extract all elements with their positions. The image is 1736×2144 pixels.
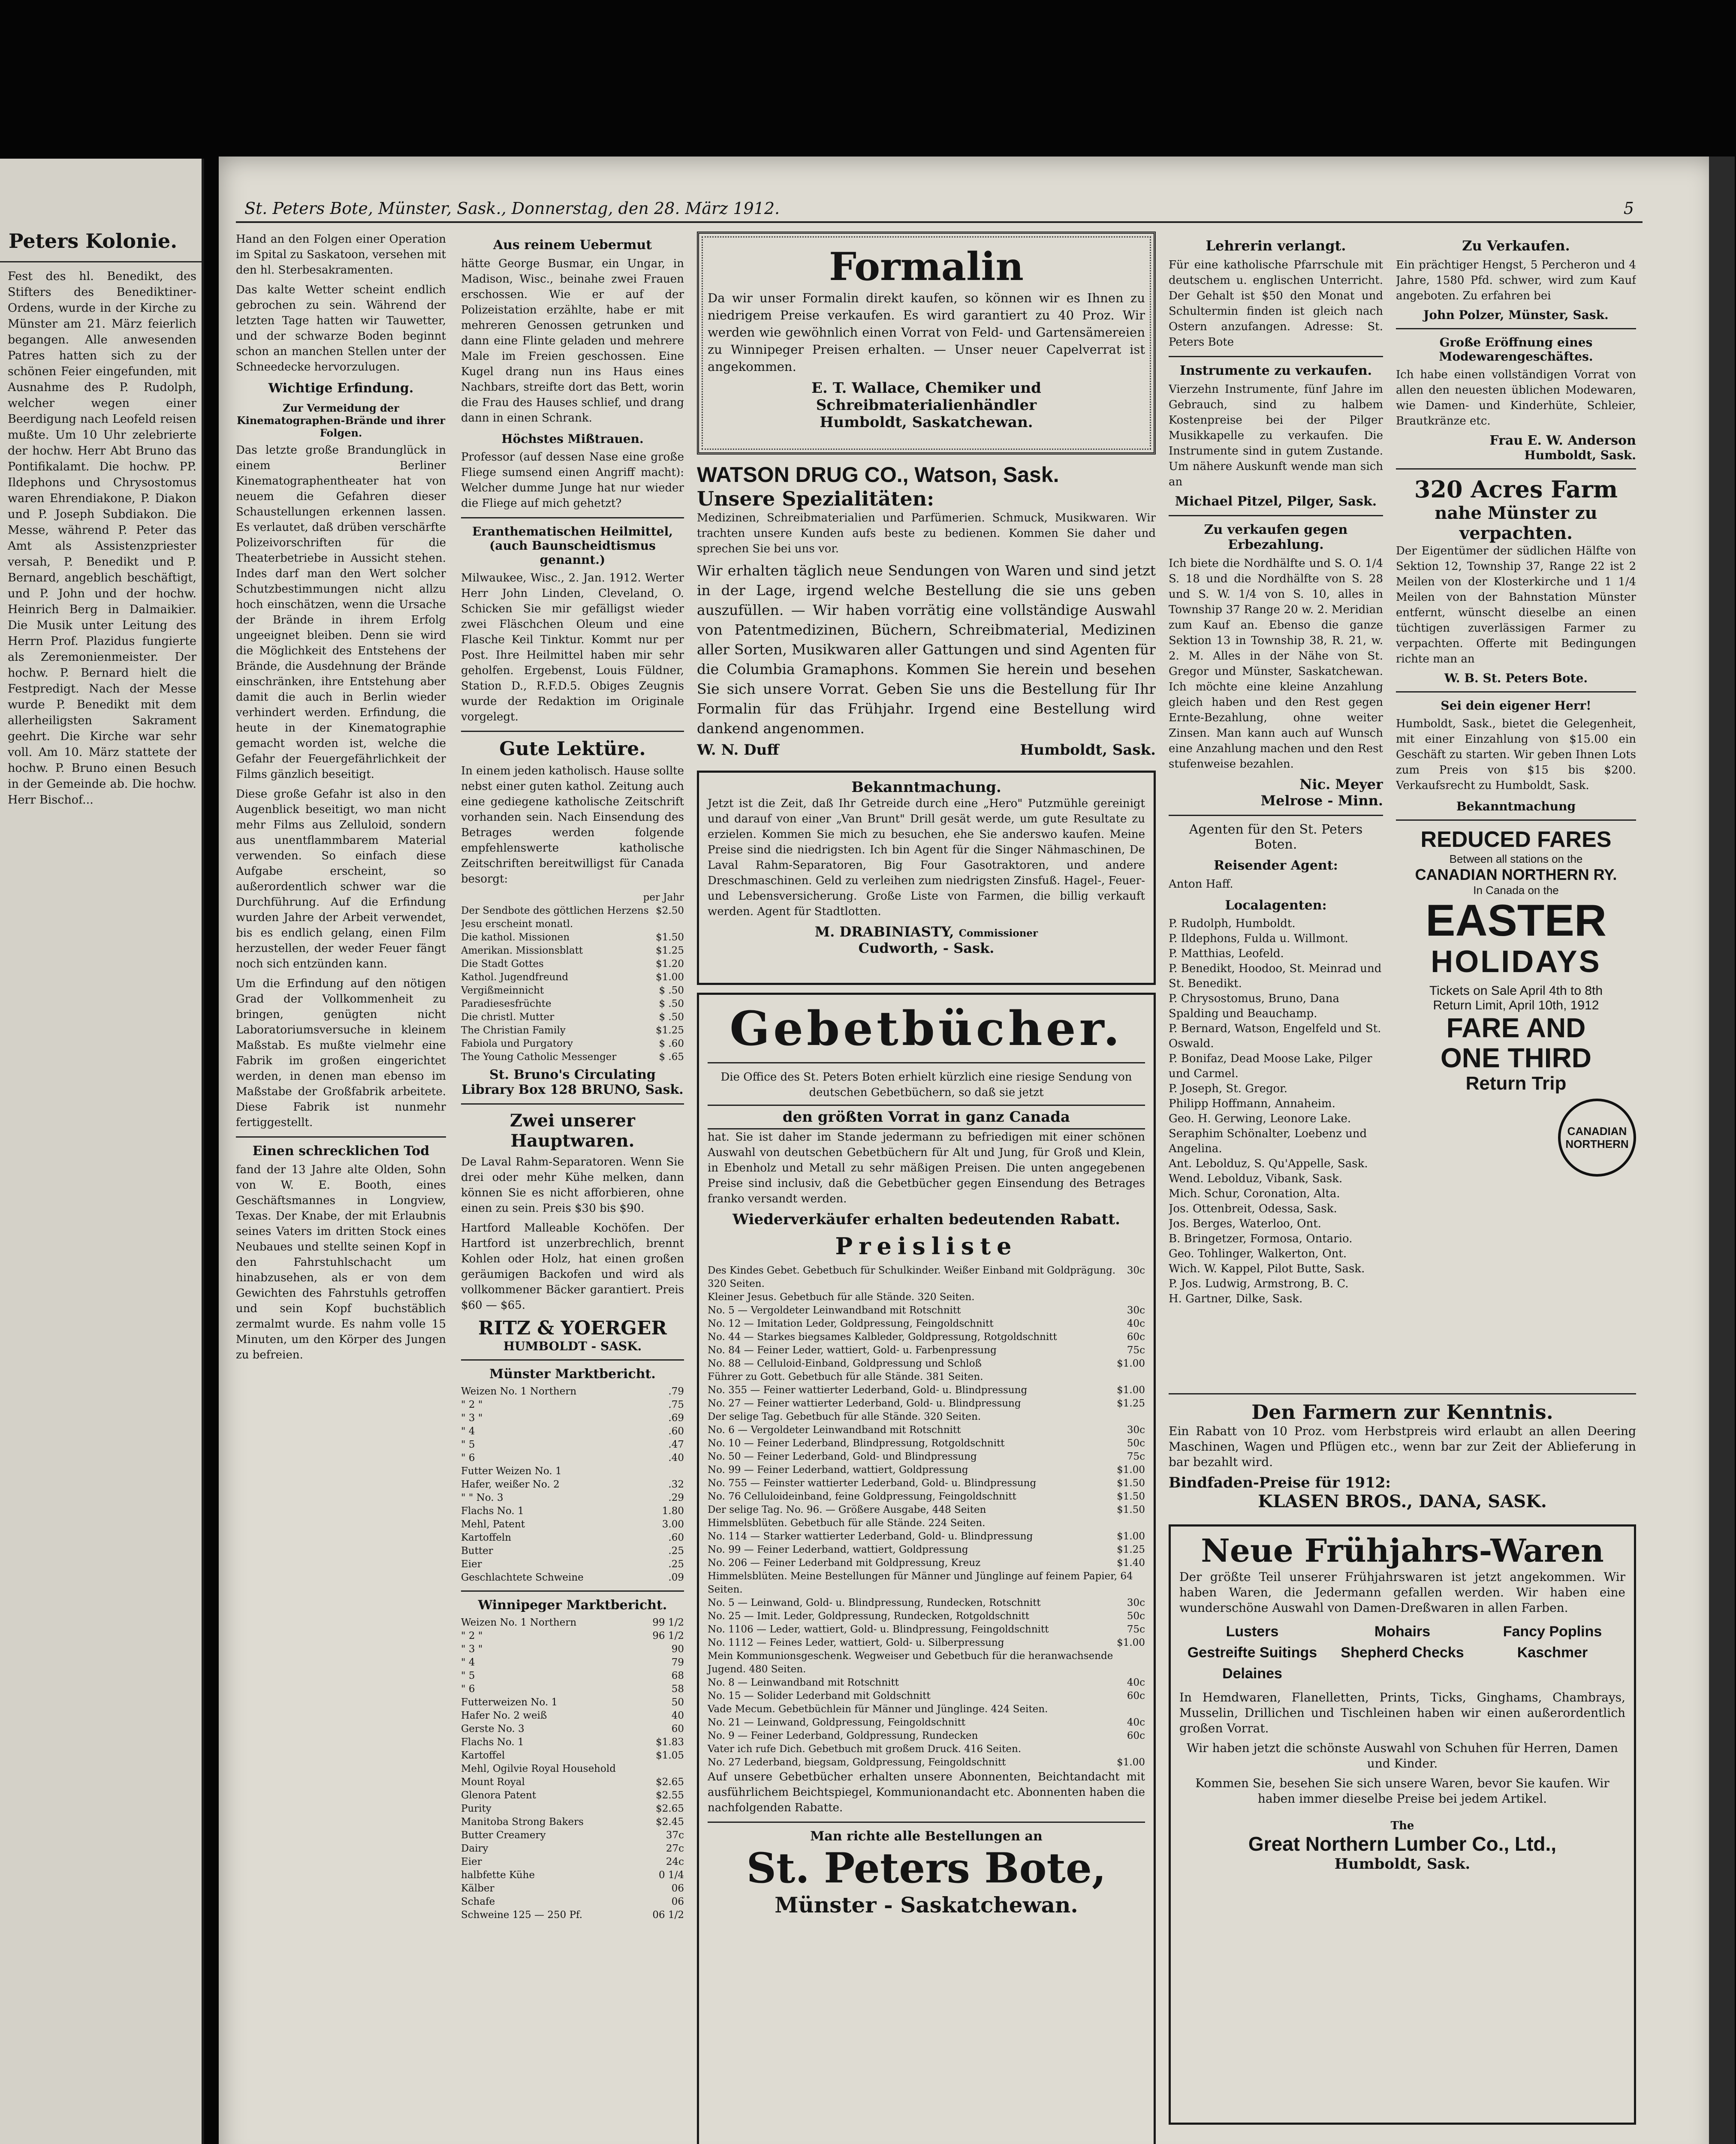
prayerbook-row: No. 1112 — Feines Leder, wattiert, Gold- u. Silberpressung $1.00 [708,1637,1145,1648]
article-text: In einem jeden katholisch. Hause sollte nebst einer guten kathol. Zeitung auch eine gediegene katholische Zeitschrift vorhanden sein. Nach Einsendung des Betrages werden folgende empfehlenswerte katholische Zeitschriften bereitwilligst für Canada besorgt: [461,765,684,885]
market-row: Manitoba Strong Bakers $2.45 [461,1816,684,1828]
market-row: " 2 " .75 [461,1399,684,1410]
ritz-yoerger-place: HUMBOLDT - SASK. [503,1339,642,1353]
klasen-name: KLASEN BROS., DANA, SASK. [1258,1491,1547,1512]
ad-text: De Laval Rahm-Separatoren. Wenn Sie drei oder mehr Kühe melken, dann können Sie es nicht afforbieren, ohne einen zu sein. Preis $30 bis $90. [461,1156,684,1215]
fabric-list [1179,1623,1625,1682]
ad-contact: Michael Pitzel, Pilger, Sask. [1175,494,1377,509]
prayerbook-row: No. 99 — Feiner Lederband, wattiert, Goldpressung $1.00 [708,1464,1145,1476]
market-row: " 5 .47 [461,1439,684,1450]
divider [1396,468,1636,470]
prayerbook-row: Vade Mecum. Gebetbüchlein für Männer und Jünglinge. 424 Seiten. [708,1704,1048,1715]
divider [461,1103,684,1105]
gnl-place: Humboldt, Sask. [1334,1855,1471,1873]
lower-right-block [1169,1387,1636,2144]
prayerbook-row: No. 21 — Leinwand, Goldpressung, Feingoldschnitt 40c [708,1717,1145,1728]
prayerbook-row: No. 1106 — Leder, wattiert, Gold- u. Blindpressung, Feingoldschnitt 75c [708,1624,1145,1635]
agent-entry: Geo. H. Gerwing, Leonore Lake. [1169,1112,1351,1125]
acres-text: Der Eigentümer der südlichen Hälfte von Sektion 12, Township 37, Range 22 ist 2 Meilen von der Klosterkirche und 1 1/4 Meilen von der Bahnstation Münster entfernt, wünscht dieselbe an einen tüchtigen zuverlässigen Farmer zu verpachten. Offerte mit Bedingungen richte man an [1396,545,1636,665]
cnr-reduced: REDUCED FARES [1420,827,1612,852]
magazine-row: Der Sendbote des göttlichen Herzens Jesu erscheint monatl. $2.50 [461,905,684,930]
gebet-text: hat. Sie ist daher im Stande jedermann zu befriedigen mit einer schönen Auswahl von deutschen Gebetbüchern für Alt und Jung, für Groß und Klein, in Ebenholz und Metall zu sehr mäßigen Preisen. Die unten angegebenen Preise sind inclusiv, daß die Gebetbücher gegen Einsendung des Betrages franko versandt werden. [708,1131,1145,1205]
neue-text: Der größte Teil unserer Frühjahrswaren ist jetzt angekommen. Wir haben Waren, die Jedermann gefallen werden. Wir haben eine wunderschöne Auswahl von Damen-Dreßwaren in allen Farben. [1179,1570,1625,1615]
prayerbook-row: No. 6 — Vergoldeter Leinwandband mit Rotschnitt 30c [708,1424,1145,1436]
page-edge-shadow [1709,157,1735,2144]
ad-signature: Nic. Meyer [1299,776,1383,792]
gebet-resale: Wiederverkäufer erhalten bedeutenden Rabatt. [732,1211,1120,1228]
article-text: Das letzte große Brandunglück in einem Berliner Kinematographentheater hat von neuem die Gefahren dieser Schaustellungen erkennen lassen. Es verlautet, daß drüben verschärfte Polizeivorschriften für die Theaterbetriebe in Aussicht stehen. Indes darf man den Wert solcher Schutzbestimmungen nicht allzu hoch einschätzen, wenn die Ursache der Brände in ihrem Erfolg ungeeignet bleiben. Denn sie wird die Möglichkeit des Entstehens der Brände, die Ausdehnung der Brände einschränken, ihre Entstehung aber damit die auch in Berlin wieder verhindert werden. Erfindung, die heute in der Kinematographie gemacht worden ist, welche die Gefahr der Feuergefährlichkeit der Films gänzlich beseitigt. [236,444,446,781]
prayerbook-row: Des Kindes Gebet. Gebetbuch für Schulkinder. Weißer Einband mit Goldprägung. 320 Seiten. 30c [708,1265,1145,1289]
divider [236,1136,446,1138]
drabiniasty-name: M. DRABINIASTY, Commissioner [814,924,1038,940]
agent-entry: P. Benedikt, Hoodoo, St. Meinrad und St. Benedikt. [1169,962,1382,990]
fabric-item: Mohairs [1374,1623,1431,1640]
ad-text: Ein prächtiger Hengst, 5 Percheron und 4 Jahre, 1580 Pfd. schwer, wird zum Kauf angeboten. Zu erfahren bei [1396,259,1636,302]
market-row: " 3 " 90 [461,1644,684,1655]
bekannt-title: Bekanntmachung. [851,779,1001,796]
prayerbook-row: No. 25 — Imit. Leder, Goldpressung, Rundecken, Rotgoldschnitt 50c [708,1611,1145,1622]
article-title: Höchstes Mißtrauen. [501,432,644,446]
ritz-yoerger-name: RITZ & YOERGER [478,1317,667,1339]
market-row: Futter Weizen No. 1 [461,1466,562,1477]
ad-contact: John Polzer, Münster, Sask. [1423,308,1609,322]
divider [708,1822,1145,1823]
cnr-in: In Canada on the [1473,884,1559,897]
prayerbook-row: No. 27 — Feiner wattierter Lederband, Gold- u. Blindpressung $1.25 [708,1398,1145,1409]
magazine-row: The Young Catholic Messenger $ .65 [461,1051,684,1063]
prayerbook-row: No. 15 — Solider Lederband mit Goldschnitt 60c [708,1690,1145,1701]
obit-text: Hand an den Folgen einer Operation im Spital zu Saskatoon, versehen mit den hl. Sterbesakramenten. [236,233,446,277]
traveling-agent-label: Reisender Agent: [1214,858,1338,873]
cnr-third: ONE THIRD [1441,1042,1591,1073]
section-title: Zwei unserer Hauptwaren. [510,1111,635,1151]
gebet-intro: Die Office des St. Peters Boten erhielt kürzlich eine riesige Sendung von deutschen Gebetbüchern, so daß sie jetzt [720,1071,1132,1099]
magazine-row: Die Stadt Gottes $1.20 [461,958,684,970]
prayerbook-row: Der selige Tag. Gebetbuch für alle Stände. 320 Seiten. [708,1411,981,1422]
prayerbook-row: No. 5 — Leinwand, Gold- u. Blindpressung, Rundecken, Rotschnitt 30c [708,1597,1145,1608]
market-row: " 4 79 [461,1657,684,1668]
article-text: hätte George Busmar, ein Ungar, in Madison, Wisc., beinahe zwei Frauen erschossen. Wie er auf der Polizeistation erzählte, habe er mit mehreren Genossen getrunken und dann eine Flinte geladen und mehrere Male im Freien geschossen. Eine Kugel drang nun ins Haus eines Nachbars, streifte dort das Bett, worin die Frau des Hauses schlief, und drang dann in einen Schrank. [461,257,684,425]
agent-list [1169,916,1383,1307]
prayerbook-row: No. 44 — Starkes biegsames Kalbleder, Goldpressung, Rotgoldschnitt 60c [708,1331,1145,1343]
publisher-place: Münster - Saskatchewan. [775,1892,1078,1918]
market-row: Purity $2.65 [461,1803,684,1814]
cnr-ad [1396,827,1636,1177]
magazine-row: Die kathol. Missionen $1.50 [461,932,684,943]
gebet-banner: den größten Vorrat in ganz Canada [708,1105,1145,1129]
library-ad: St. Bruno's Circulating Library Box 128 BRUNO, Sask. [461,1067,684,1097]
divider [1396,328,1636,329]
formalin-text: Da wir unser Formalin direkt kaufen, so können wir es Ihnen zu niedrigem Preise verkaufen. Es wird garantiert zu 40 Proz. Wir werden wie gewöhnlich einen Vorrat von Feld- und Gartensämereien zu Winnipeger Preisen erhalten. — Unser neuer Capelverrat ist angekommen. [708,291,1145,374]
neue-waren-ad [1169,1524,1636,2125]
agent-entry: P. Jos. Ludwig, Armstrong, B. C. [1169,1277,1349,1290]
watson-specialties: Unsere Spezialitäten: [697,487,934,510]
divider [1169,356,1383,357]
cnr-fare: FARE AND [1446,1012,1586,1043]
market-row: Dairy 27c [461,1843,684,1854]
column-1 [236,232,446,2144]
market-row: Kälber 06 [461,1883,684,1894]
ad-title: Große Eröffnung eines Modewarengeschäftes. [1439,335,1593,364]
market-row: " 6 58 [461,1683,684,1695]
ad-title: Instrumente zu verkaufen. [1179,363,1372,378]
prayerbook-row: No. 355 — Feiner wattierter Lederband, Gold- u. Blindpressung $1.00 [708,1385,1145,1396]
market-table [461,1616,684,1922]
prayerbook-row: Kleiner Jesus. Gebetbuch für alle Stände. 320 Seiten. [708,1292,975,1303]
agent-entry: P. Rudolph, Humboldt. [1169,917,1296,930]
agent-entry: Wend. Lebolduz, Vibank, Sask. [1169,1172,1343,1185]
market-row: Kartoffel $1.05 [461,1750,684,1761]
market-row: Eier .25 [461,1559,684,1570]
market-row: Hafer No. 2 weiß 40 [461,1710,684,1721]
agent-entry: Geo. Tohlinger, Walkerton, Ont. [1169,1247,1347,1260]
watson-text: Medizinen, Schreibmaterialien und Parfümerien. Schmuck, Musikwaren. Wir trachten unsere Kunden aufs beste zu bedienen. Kommen Sie daher und sprechen Sie bei uns vor. [697,512,1156,555]
acres-title: 320 Acres Farm [1414,476,1618,503]
formalin-place: Humboldt, Saskatchewan. [820,414,1033,431]
agent-entry: Wich. W. Kappel, Pilot Butte, Sask. [1169,1262,1365,1275]
divider [1169,1393,1636,1394]
magazine-row: Die christl. Mutter $ .50 [461,1012,684,1023]
market-row: Butter Creamery 37c [461,1830,684,1841]
ad-place: Humboldt, Sask. [1524,448,1636,462]
agent-entry: Jos. Berges, Waterloo, Ont. [1169,1217,1321,1230]
gnl-name: Great Northern Lumber Co., Ltd., [1248,1833,1557,1855]
neue-title: Neue Frühjahrs-Waren [1201,1533,1604,1569]
market-row: halbfette Kühe 0 1/4 [461,1870,684,1881]
market-row: " " No. 3 .29 [461,1492,684,1503]
ad-place: Melrose - Minn. [1260,792,1383,809]
gebet-footer: Auf unsere Gebetbücher erhalten unsere Abonnenten, Beichtandacht mit ausführlichem Beichtspiegel, Kommunionandacht etc. Abonnenten haben die nachfolgenden Rabatte. [708,1771,1145,1814]
agent-entry: P. Bernard, Watson, Engelfeld und St. Oswald. [1169,1022,1381,1050]
agents-title: Agenten für den St. Peters Boten. [1189,822,1363,852]
market-row: Futterweizen No. 1 50 [461,1697,684,1708]
prayerbook-row: Vater ich rufe Dich. Gebetbuch mit großem Druck. 416 Seiten. [708,1744,1022,1755]
local-agents-label: Localagenten: [1225,898,1327,913]
agent-entry: Mich. Schur, Coronation, Alta. [1169,1187,1340,1200]
market-row: Geschlachtete Schweine .09 [461,1572,684,1583]
prayerbook-row: Der selige Tag. No. 96. — Größere Ausgabe, 448 Seiten $1.50 [708,1504,1145,1515]
section-title: Gute Lektüre. [499,738,646,760]
magazine-row: Kathol. Jugendfreund $1.00 [461,972,684,983]
neue-come: Kommen Sie, besehen Sie sich unsere Waren, bevor Sie kaufen. Wir haben immer dieselbe Preise bei jedem Artikel. [1195,1776,1609,1806]
market-row: " 3 " .69 [461,1412,684,1424]
fabric-item: Gestreifte Suitings [1187,1644,1317,1661]
cnr-holidays: HOLIDAYS [1431,945,1601,979]
column-2 [461,232,684,2144]
agent-entry: Jos. Ottenbreit, Odessa, Sask. [1169,1202,1337,1215]
gebet-title: Gebetbücher. [729,1001,1123,1056]
market-row: Eier 24c [461,1856,684,1867]
divider [1396,819,1636,821]
market-row: Flachs No. 1 $1.83 [461,1737,684,1748]
market-row: Gerste No. 3 60 [461,1723,684,1734]
article-text: Professor (auf dessen Nase eine große Fliege sumsend einen Angriff macht): Welcher dumme Junge hat nur wieder die Fliege auf mich gehetzt? [461,451,684,510]
magazine-row: The Christian Family $1.25 [461,1025,684,1036]
divider [708,1062,1145,1063]
ad-title: Zu Verkaufen. [1462,238,1570,254]
prayerbook-row: Himmelsblüten. Meine Bestellungen für Männer und Jünglinge auf feinem Papier, 64 Seiten. [708,1571,1133,1595]
market-row: Weizen No. 1 Northern 99 1/2 [461,1617,684,1628]
divider [1169,815,1383,816]
watson-signature: W. N. Duff Humboldt, Sask. [697,741,1156,759]
fabric-item: Delaines [1222,1665,1282,1682]
ad-title: Sei dein eigener Herr! [1441,699,1591,713]
formalin-title: Formalin [829,244,1024,289]
gebet-price-list [708,1264,1145,1769]
ad-text: Ich biete die Nordhälfte und S. O. 1/4 S. 18 und die Nordhälfte von S. 28 und S. W. 1/4 von S. 10, alles in Township 37 Range 20 w. 2. Meridian zum Kauf an. Ebenso die ganze Sektion 13 in Township 38, R. 21, w. 2. M. Alles in der Nähe von St. Gregor und Münster, Saskatchewan. Ich möchte eine kleine Anzahlung gleich haben und den Rest gegen Ernte-Bezahlung, ohne weiter Zinsen. Man kann auch auf Wunsch eine Anzahlung machen und den Rest stufenweise bezahlen. [1169,557,1383,771]
market-row: Glenora Patent $2.55 [461,1790,684,1801]
ad-title: Eranthematischen Heilmittel, (auch Baunscheidtismus genannt.) [472,524,673,567]
cnr-return-limit: Return Limit, April 10th, 1912 [1433,998,1599,1012]
farmer-text: Ein Rabatt von 10 Proz. vom Herbstpreis wird erlaubt an allen Deering Maschinen, Wagen und Pflügen etc., wenn bar zur Zeit der Ablieferung in bar bezahlt wird. [1169,1424,1636,1469]
gnl-the: The [1390,1819,1414,1832]
prayerbook-row: No. 8 — Leinwandband mit Rotschnitt 40c [708,1677,1145,1688]
article-subtitle: Zur Vermeidung der Kinematographen-Brände und ihrer Folgen. [236,402,446,439]
ad-text: Vierzehn Instrumente, fünf Jahre im Gebrauch, sind zu halbem Kostenpreise bei der Pilger Musikkapelle zu verkaufen. Die Instrumente sind in gutem Zustande. Um nähere Auskunft wende man sich an [1169,383,1383,488]
fabric-item: Shepherd Checks [1341,1644,1464,1661]
traveling-agent-name: Anton Haff. [1169,878,1233,891]
agent-entry: Philipp Hoffmann, Annaheim. [1169,1097,1335,1110]
prayerbook-row: No. 76 Celluloideinband, feine Goldpressung, Feingoldschnitt $1.50 [708,1491,1145,1502]
ad-title: Zu verkaufen gegen Erbezahlung. [1204,522,1348,552]
ad-title: Bekanntmachung [1456,799,1576,813]
market-title: Winnipeger Marktbericht. [478,1598,667,1613]
prayerbook-row: No. 12 — Imitation Leder, Goldpressung, Feingoldschnitt 40c [708,1318,1145,1329]
prayerbook-row: No. 88 — Celluloid-Einband, Goldpressung und Schloß $1.00 [708,1358,1145,1369]
article-title: Wichtige Erfindung. [268,381,414,396]
divider [1396,691,1636,693]
prayerbook-row: No. 5 — Vergoldeter Leinwandband mit Rotschnitt 30c [708,1305,1145,1316]
magazine-row: Paradiesesfrüchte $ .50 [461,998,684,1009]
cnr-easter: EASTER [1426,896,1606,946]
cnr-sale: Tickets on Sale April 4th to 8th [1429,984,1603,998]
neue-more: In Hemdwaren, Flanelletten, Prints, Ticks, Ginghams, Chambrays, Musselin, Drillichen und Tischleinen haben wir einen außerordentlich großen Vorrat. [1179,1690,1625,1735]
magazine-row: Amerikan. Missionsblatt $1.25 [461,945,684,956]
article-text: fand der 13 Jahre alte Olden, Sohn von W. E. Booth, eines Geschäftsmannes in Longview, Texas. Der Knabe, der mit Erlaubnis seines Vaters im dritten Stock eines Neubaues und stellte seinen Kopf in den Fahrstuhlschacht um hinabzusehen, als er von dem Gewichten des Fahrstuhls getroffen und sein Kopf buchstäblich zermalmt wurde. Es nahm volle 15 Minuten, um den Körper des Jungen zu befreien. [236,1163,446,1361]
formalin-ad [697,232,1156,455]
agent-entry: Ant. Lebolduz, S. Qu'Appelle, Sask. [1169,1157,1368,1170]
prayerbook-row: Himmelsblüten. Gebetbuch für alle Stände. 224 Seiten. [708,1518,986,1529]
magazine-row: Fabiola und Purgatory $ .60 [461,1038,684,1049]
agent-entry: P. Matthias, Leofeld. [1169,947,1284,960]
per-year-label: per Jahr [643,892,684,903]
left-page-heading: Peters Kolonie. [0,159,202,262]
ad-title: Lehrerin verlangt. [1206,238,1346,254]
watson-title: WATSON DRUG CO., Watson, Sask. [697,463,1059,487]
agent-entry: B. Bringetzer, Formosa, Ontario. [1169,1232,1353,1245]
fabric-item: Fancy Poplins [1503,1623,1602,1640]
article-title: Einen schrecklichen Tod [252,1144,430,1159]
drabiniasty-ad [697,771,1156,985]
prayerbook-row: No. 206 — Feiner Lederband mit Goldpressung, Kreuz $1.40 [708,1557,1145,1569]
ad-signature: Frau E. W. Anderson [1489,433,1636,448]
agent-entry: P. Joseph, St. Gregor. [1169,1082,1287,1095]
prayerbook-row: No. 84 — Feiner Leder, wattiert, Gold- u. Farbenpressung 75c [708,1345,1145,1356]
ad-text: Humboldt, Sask., bietet die Gelegenheit, mit einer Einzahlung von $15.00 ein Geschäft zu starten. Wir geben Ihnen Lots zum Preis von $15 bis $200. Verkaufsrecht zu Humboldt, Sask. [1396,717,1636,792]
prayerbook-row: No. 10 — Feiner Lederband, Blindpressung, Rotgoldschnitt 50c [708,1438,1145,1449]
fabric-item: Kaschmer [1517,1644,1588,1661]
acres-subtitle: nahe Münster zu verpachten. [1435,503,1597,543]
weather-text: Das kalte Wetter scheint endlich gebrochen zu sein. Während der letzten Tage hatten wir Tauwetter, und der schwarze Boden beginnt schon an manchen Stellen unter der Schneedecke hervorzulugen. [236,283,446,373]
left-page-text: Fest des hl. Benedikt, des Stifters des Benediktiner-Ordens, wurde in der Kirche zu Münster am 21. März feierlich begangen. Alle anwesenden Patres hatten sich zu der schönen Feier eingefunden, mit Ausnahme des P. Rudolph, welcher wegen einer Beerdigung nach Leofeld reisen mußte. Um 10 Uhr zelebrierte der hochw. Herr Abt Bruno das Pontifikalamt. Die hochw. PP. Ildephons und Chrysostomus waren Ehrendiakone, P. Diakon und P. Joseph Subdiakon. Die Messe, während P. Peter das Amt als Assistenzpriester versah, P. Benedikt und P. Bernard, angeblich beschäftigt, und P. John und der hochw. Heinrich Berg in Dalmaikier. Die Musik unter Leitung des Herrn Prof. Plazidus fungierte als Zeremonienmeister. Der hochw. P. Bernard hielt die Festpredigt. Nach der Messe wurde P. Benedikt mit dem allerheiligsten Sakrament geehrt. Die Kirche war sehr voll. Am 10. März stattete der hochw. P. Bruno einen Besuch in der Gemeinde ab. Die hochw. Herr Bischof... [8,270,196,807]
market-row: Schafe 06 [461,1896,684,1907]
market-row: Kartoffeln .60 [461,1532,684,1543]
ad-text: Für eine katholische Pfarrschule mit deutschem u. englischen Unterricht. Der Gehalt ist $50 den Monat und Schultermin finden ist gleich nach Ostern anzufangen. Adresse: St. Peters Bote [1169,259,1383,349]
agent-entry: Seraphim Schönalter, Loebenz und Angelina. [1169,1127,1367,1155]
page-header [236,197,1643,223]
prayerbook-row: No. 99 — Feiner Lederband, wattiert, Goldpressung $1.25 [708,1544,1145,1555]
market-table [461,1385,684,1584]
ad-text: Milwaukee, Wisc., 2. Jan. 1912. Werter Herr John Linden, Cleveland, O. Schicken Sie mir gefälligst wieder zwei Fläschchen Oleum und eine Flasche Keil Tinktur. Kommt nur per Post. Ihre Heilmittel haben mir sehr geholfen. Ergebenst, Louis Füldner, Station D., R.F.D.5. Obiges Zeugnis wurde der Redaktion im Originale vorgelegt. [461,572,684,723]
divider [1169,515,1383,516]
market-row: Flachs No. 1 1.80 [461,1506,684,1517]
market-row: Weizen No. 1 Northern .79 [461,1386,684,1397]
ad-contact: W. B. St. Peters Bote. [1444,671,1588,685]
agent-entry: H. Gartner, Dilke, Sask. [1169,1292,1303,1305]
article-text: Um die Erfindung auf den nötigen Grad der Vollkommenheit zu bringen, genügten nicht Laboratoriumsversuche in kleinem Maßstab. Es mußte vielmehr eine Fabrik im großen eingerichtet werden, in denen man ebenso im Maßstabe der Großfabrik arbeitete. Diese Fabrik ist nunmehr fertiggestellt. [236,977,446,1129]
watson-body: Wir erhalten täglich neue Sendungen von Waren und sind jetzt in der Lage, irgend welche Bestellung die sie uns geben auszufüllen. — Wir haben vorrätig eine vollständige Auswahl von Patentmedizinen, Büchern, Schreibmaterial, Medizinen aller Sorten, Musikwaren aller Gattungen und sind Agenten für die Columbia Gramaphons. Kommen Sie herein und besehen Sie sich unsere Vorrat. Geben Sie uns die Bestellung für Ihr Formalin für das Frühjahr. Irgend eine Bestellung wird dankend angenommen. [697,562,1156,737]
agent-entry: P. Bonifaz, Dead Moose Lake, Pilger und Carmel. [1169,1052,1372,1080]
page-header-title: St. Peters Bote, Münster, Sask., Donnerstag, den 28. März 1912. [244,199,780,218]
gebet-order: Man richte alle Bestellungen an [810,1829,1043,1844]
article-title: Aus reinem Uebermut [493,238,652,253]
prayerbook-row: No. 27 Lederband, biegsam, Goldpressung, Feingoldschnitt $1.00 [708,1757,1145,1768]
prayerbook-row: Führer zu Gott. Gebetbuch für alle Stände. 381 Seiten. [708,1371,983,1382]
page-number: 5 [1623,199,1634,218]
twine-prices: Bindfaden-Preise für 1912: [1169,1474,1391,1491]
gebet-pricelist: Preisliste [835,1232,1018,1260]
left-page [0,159,204,2144]
market-row: " 6 .40 [461,1452,684,1463]
market-row: Hafer, weißer No. 2 .32 [461,1479,684,1490]
cnr-name: CANADIAN NORTHERN RY. [1415,866,1617,883]
farmer-title: Den Farmern zur Kenntnis. [1251,1400,1553,1424]
prayerbook-row: No. 9 — Feiner Lederband, Goldpressung, Rundecken 60c [708,1730,1145,1741]
publisher-name: St. Peters Bote, [746,1844,1106,1892]
cnr-between: Between all stations on the [1449,852,1583,865]
market-row: Mount Royal $2.65 [461,1777,684,1788]
market-row: Mehl, Patent 3.00 [461,1519,684,1530]
neue-shoes: Wir haben jetzt die schönste Auswahl von Schuhen für Herren, Damen und Kinder. [1187,1741,1618,1771]
market-row: Schweine 125 — 250 Pf. 06 1/2 [461,1909,684,1921]
prayerbook-row: No. 50 — Feiner Lederband, Gold- und Blindpressung 75c [708,1451,1145,1462]
agent-entry: P. Chrysostomus, Bruno, Dana Spalding und Beauchamp. [1169,992,1340,1020]
cnr-logo: CANADIAN NORTHERN [1558,1099,1636,1177]
column-5 [1396,232,1636,1346]
market-title: Münster Marktbericht. [489,1367,656,1382]
magazine-row: Vergißmeinnicht $ .50 [461,985,684,996]
newspaper-page [219,157,1718,2144]
market-row: " 4 .60 [461,1426,684,1437]
article-text: Diese große Gefahr ist also in den Augenblick beseitigt, wo man nicht mehr Films aus Zelluloid, sondern aus unentflammbarem Material verwenden. So einfach diese Aufgabe erscheint, so außerordentlich schwer war die Durchführung. Auf die Erfindung wurden Jahre der Arbeit verwendet, bis es endlich gelang, einen Film herzustellen, der weder Feuer fängt noch sich entzünden kann. [236,788,446,970]
divider [461,1590,684,1592]
prayerbook-row: No. 755 — Feinster wattierter Lederband, Gold- u. Blindpressung $1.50 [708,1478,1145,1489]
drabiniasty-place: Cudworth, - Sask. [858,940,995,956]
bekannt-text: Jetzt ist die Zeit, daß Ihr Getreide durch eine „Hero" Putzmühle gereinigt und darauf von einer „Van Brunt" Drill gesät werde, um gute Resultate zu erzielen. Kommen Sie mich zu besuchen, ehe Sie anderswo kaufen. Meine Preise sind die niedrigsten. Ich bin Agent für die Singer Nähmaschinen, De Laval Rahm-Separatoren, Big Four Gasotraktoren, und andere Dreschmaschinen. Geld zu verleihen zum niedrigsten Zinsfuß. Hagel-, Feuer- und Lebensversicherung. Große Liste von Farmen, die billig verkauft werden. Agent für Stadtlotten. [708,797,1145,918]
cnr-trip: Return Trip [1465,1073,1567,1094]
column-3 [697,232,1156,2144]
market-row: Butter .25 [461,1545,684,1557]
market-row: " 5 68 [461,1670,684,1681]
gebetbuecher-ad [697,993,1156,2144]
fabric-item: Lusters [1226,1623,1279,1640]
divider [461,1359,684,1361]
ad-text: Hartford Malleable Kochöfen. Der Hartford ist unzerbrechlich, brennt Kohlen oder Holz, hat einen großen geräumigen Backofen und wird als vollkommener Bäcker garantiert. Preis $60 — $65. [461,1222,684,1312]
ad-text: Ich habe einen vollständigen Vorrat von allen den neuesten üblichen Modewaren, wie Damen- und Kinderhüte, Schleier, Brautkränze etc. [1396,368,1636,428]
magazine-list [461,904,684,1064]
agent-entry: P. Ildephons, Fulda u. Willmont. [1169,932,1348,945]
divider [461,517,684,518]
prayerbook-row: Mein Kommunionsgeschenk. Wegweiser und Gebetbuch für die heranwachsende Jugend. 480 Seiten. [708,1650,1113,1675]
formalin-firm: E. T. Wallace, Chemiker und Schreibmaterialienhändler [811,379,1041,414]
prayerbook-row: No. 114 — Starker wattierter Lederband, Gold- u. Blindpressung $1.00 [708,1531,1145,1542]
market-row: Mehl, Ogilvie Royal Household [461,1763,616,1774]
column-4 [1169,232,1383,1389]
divider [461,731,684,732]
market-row: " 2 " 96 1/2 [461,1630,684,1641]
